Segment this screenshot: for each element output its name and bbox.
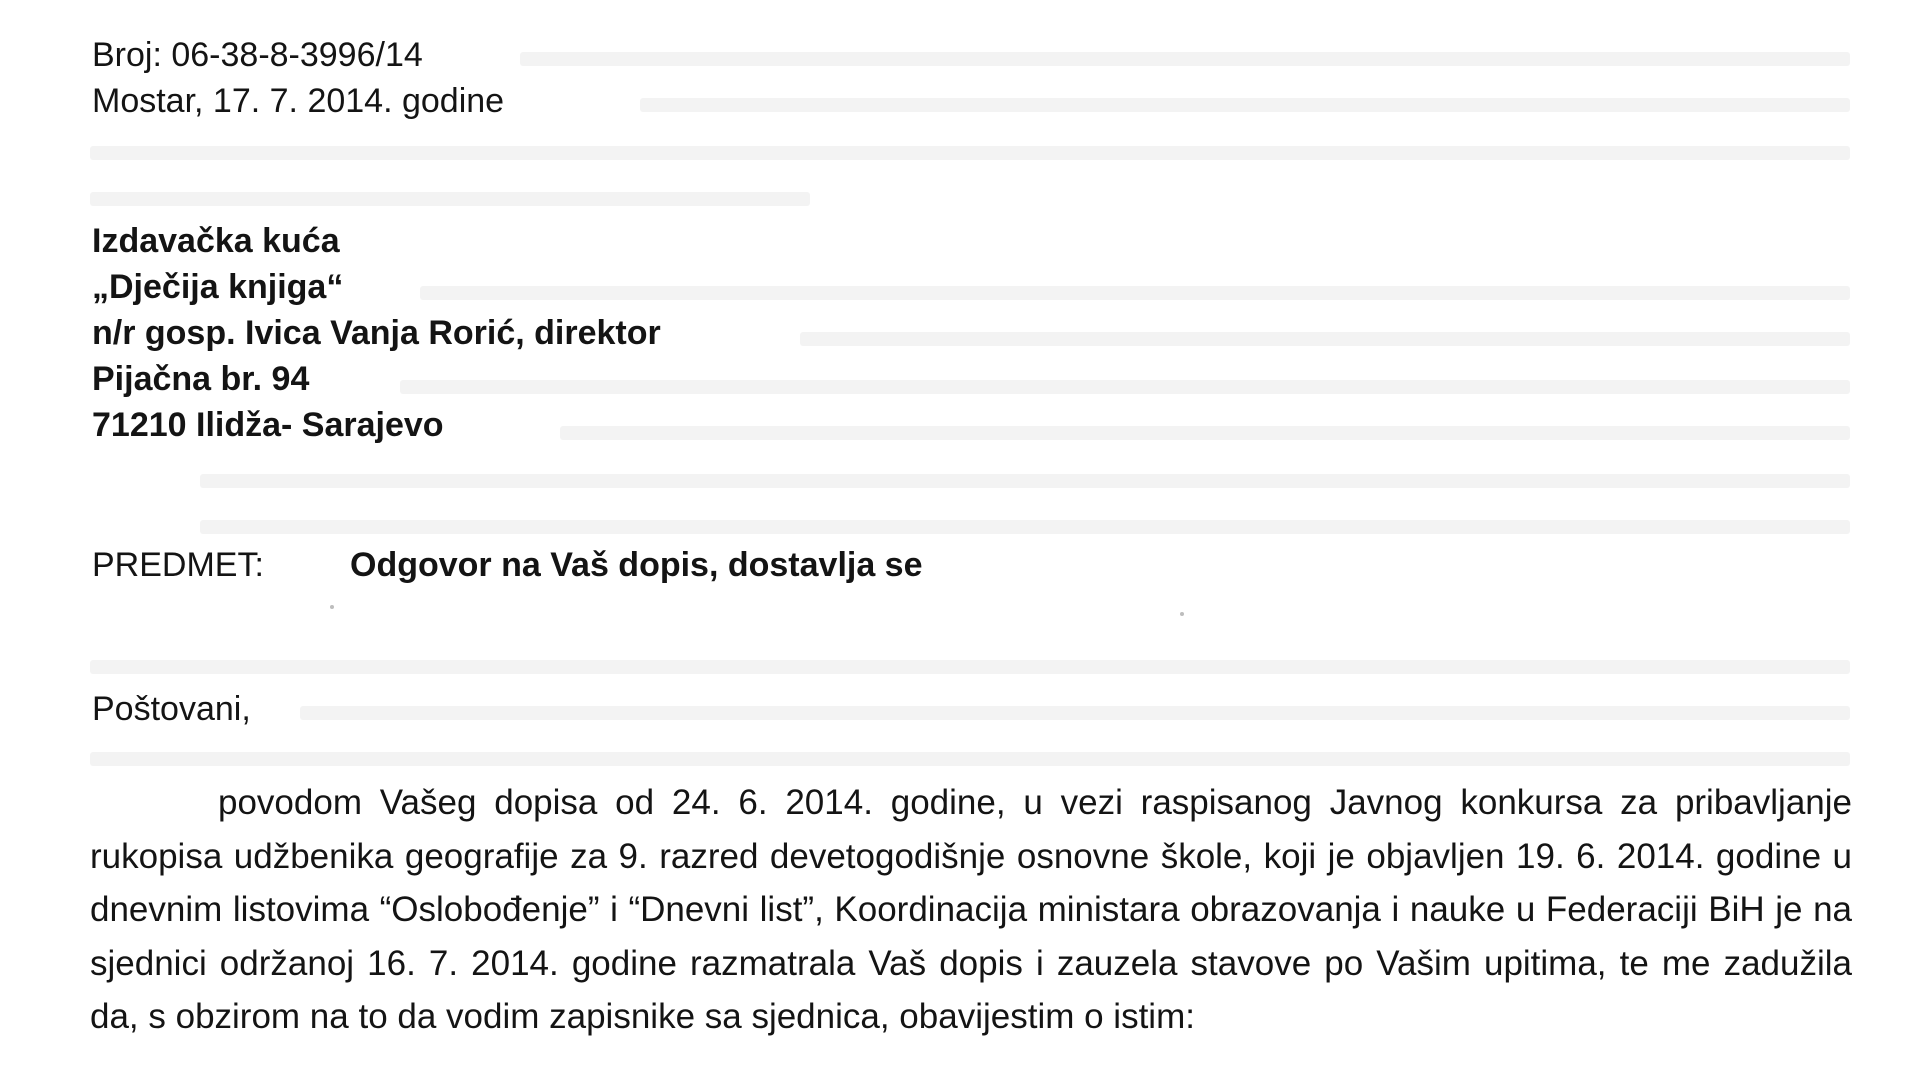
salutation: Poštovani,	[92, 690, 251, 728]
place-date: Mostar, 17. 7. 2014. godine	[92, 82, 505, 120]
recipient-line: Pijačna br. 94	[92, 360, 310, 398]
recipient-line: 71210 Ilidža- Sarajevo	[92, 406, 444, 444]
body-paragraph-container	[90, 776, 1852, 1044]
recipient-line: Izdavačka kuća	[92, 222, 340, 260]
subject-label: PREDMET:	[92, 546, 264, 584]
body-paragraph: povodom Vašeg dopisa od 24. 6. 2014. godine, u vezi raspisanog Javnog konkursa za pribavljanje rukopisa udžbenika geografije za 9. razred devetogodišnje osnovne škole, koji je objavljen 19. 6. 2014. godine u dnevnim listovima “Oslobođenje” i “Dnevni list”, Koordinacija ministara obrazovanja i nauke u Federaciji BiH je na sjednici održanoj 16. 7. 2014. godine razmatrala Vaš dopis i zauzela stavove po Vašim upitima, te me zadužila da, s obzirom na to da vodim zapisnike sa sjednica, obavijestim o istim:	[90, 783, 1852, 1036]
reference-number: Broj: 06-38-8-3996/14	[92, 36, 423, 74]
subject-text: Odgovor na Vaš dopis, dostavlja se	[350, 546, 923, 584]
recipient-line: n/r gosp. Ivica Vanja Rorić, direktor	[92, 314, 661, 352]
recipient-line: „Dječija knjiga“	[92, 268, 344, 306]
